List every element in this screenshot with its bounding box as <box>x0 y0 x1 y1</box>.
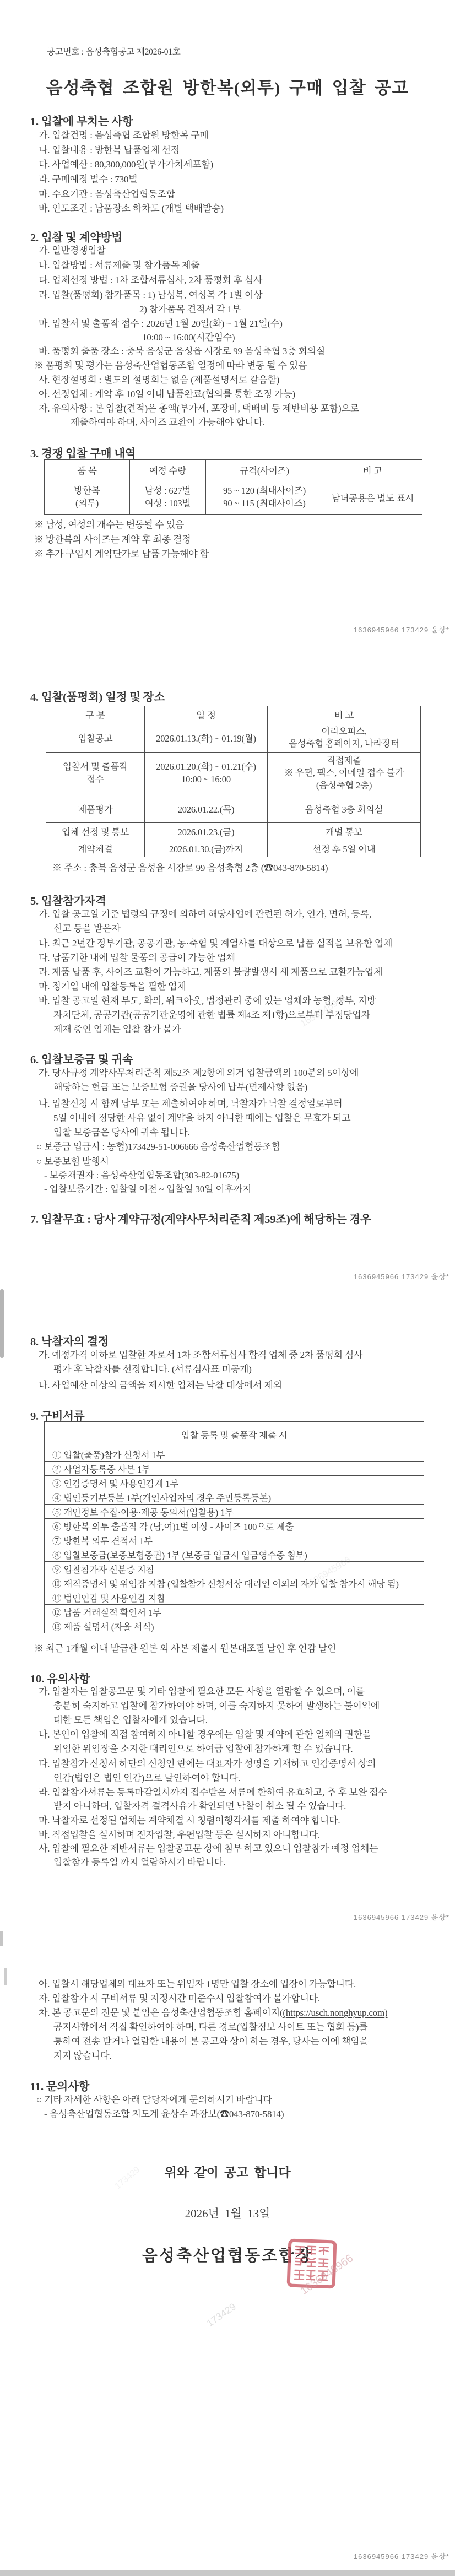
section-4-address: ※ 주소 : 충북 음성군 음성읍 시장로 99 음성축협 2층 (☎043-870-5814) <box>52 863 328 873</box>
section-10-line: 대한 모든 책임은 입찰자에게 있습니다. <box>53 1715 208 1725</box>
documents-table-title: 입찰 등록 및 출품작 제출 시 <box>45 1422 424 1447</box>
scan-watermark: 1636945966 <box>302 1554 353 1591</box>
cell-category: 업체 선정 및 통보 <box>46 823 145 840</box>
notice-number: 공고번호 : 음성축협공고 제2026-01호 <box>47 47 181 57</box>
section-2-item-cont: 10:00 ~ 16:00(시간엄수) <box>142 332 235 343</box>
section-8-line: 나. 사업예산 이상의 금액을 제시한 업체는 낙찰 대상에서 제외 <box>39 1380 282 1390</box>
table-row <box>46 823 421 840</box>
section-1-item: 다. 사업예산 : 80,300,000원(부가가치세포함) <box>39 159 214 170</box>
section-6-heading: 6. 입찰보증금 및 귀속 <box>30 1054 133 1066</box>
col-header-note: 비 고 <box>268 706 421 723</box>
section-10-line: 가. 입찰자는 입찰공고문 및 기타 입찰에 필요한 모든 사항을 열람할 수 있으며, 이를 <box>39 1686 365 1697</box>
table-header-row <box>45 1422 424 1447</box>
section-10-line: 자. 입찰참가 시 구비서류 및 지정시간 미준수시 입찰참여가 불가합니다. <box>39 1993 320 2004</box>
col-header-size: 규격(사이즈) <box>206 460 323 480</box>
fax-stamp: 1636945966 173429 윤상* <box>353 2552 449 2561</box>
col-header-schedule: 일 정 <box>145 706 268 723</box>
section-2-heading: 2. 입찰 및 계약방법 <box>30 232 122 244</box>
fax-stamp: 1636945966 173429 윤상* <box>353 626 449 634</box>
section-2-item-cont <box>71 417 265 428</box>
section-5-line: 마. 정기일 내에 입찰등록을 필한 업체 <box>39 981 186 992</box>
section-6-line: 5일 이내에 정당한 사유 없이 계약을 하지 아니한 때에는 입찰은 무효가 되고 <box>53 1113 351 1123</box>
section-5-line: 제재 중인 업체는 입찰 참가 불가 <box>53 1024 181 1035</box>
section-1-heading: 1. 입찰에 부치는 사항 <box>30 116 133 128</box>
section-5-line: 라. 제품 납품 후, 사이즈 교환이 가능하고, 제품의 불량발생시 새 제품으로 교환가능업체 <box>39 967 383 977</box>
section-6-line: 나. 입찰신청 시 함께 납부 또는 제출하여야 하며, 낙찰자가 낙찰 결정일로부터 <box>39 1098 343 1109</box>
cell-schedule: 2026.01.23.(금) <box>145 823 268 840</box>
table-row <box>46 840 421 857</box>
section-1-item: 바. 인도조건 : 납품장소 하차도 (개별 택배발송) <box>39 203 224 214</box>
section-10-line <box>39 2007 388 2018</box>
plain-text: 차. 본 공고문의 전문 및 붙임은 음성축산업협동조합 홈페이지( <box>39 2007 283 2018</box>
announcement-date: 2026년 1월 13일 <box>185 2207 270 2220</box>
section-5-line: 자치단체, 공공기관(공공기관운영에 관한 법률 제4조 제1항)으로부터 부정당업자 <box>53 1010 370 1020</box>
section-6-line: ○ 보증보험 발행시 <box>36 1156 109 1167</box>
document-item: ⑪ 법인인감 및 사용인감 지참 <box>45 1590 424 1605</box>
section-10-heading: 10. 유의사항 <box>30 1673 90 1685</box>
scan-bottom-strip <box>0 2570 455 2576</box>
cell-category: 입찰공고 <box>46 723 145 753</box>
cell-note: 음성축협 3층 회의실 <box>268 794 421 823</box>
section-10-line: 나. 본인이 입찰에 직접 참여하지 아니할 경우에는 입찰 및 계약에 관한 일체의 권한을 <box>39 1729 372 1740</box>
section-10-line: 받지 아니하며, 입찰자격 결격사유가 확인되면 낙찰이 취소 될 수 있습니다. <box>53 1801 346 1811</box>
section-9-note: ※ 최근 1개월 이내 발급한 원본 외 사본 제출시 원본대조필 날인 후 인감 날인 <box>34 1643 337 1654</box>
document-item: ⑥ 방한복 외투 출품작 각 (남,여)1벌 이상 - 사이즈 100으로 제출 <box>45 1519 424 1533</box>
section-11-line: - 음성축산업협동조합 지도계 윤상수 과장보(☎043-870-5814) <box>44 2109 284 2119</box>
table-row <box>46 794 421 823</box>
section-10-line: 위임한 위임장을 소지한 대리인으로 하여금 입찰에 참가하게 할 수 있습니다. <box>53 1744 353 1754</box>
section-8-heading: 8. 낙찰자의 결정 <box>30 1336 109 1348</box>
scan-edge-artifact <box>4 1968 7 1985</box>
underlined-text: 사이즈 교환이 가능해야 합니다. <box>139 417 265 427</box>
section-10-line: 아. 입찰시 해당업체의 대표자 또는 위임자 1명만 입찰 장소에 입장이 가능합니다. <box>39 1979 356 1989</box>
table-header-row <box>46 706 421 723</box>
section-6-line: ○ 보증금 입금시 : 농협)173429-51-006666 음성축산업협동조합 <box>36 1141 281 1152</box>
cell-size: 95 ~ 120 (최대사이즈) 90 ~ 115 (최대사이즈) <box>206 480 323 515</box>
section-5-line: 신고 등을 받은자 <box>53 923 121 934</box>
document-item: ⑧ 입찰보증금(보증보험증권) 1부 (보증금 입금시 입금영수증 첨부) <box>45 1547 424 1562</box>
section-6-line: - 보증채권자 : 음성축산업협동조합(303-82-01675) <box>44 1170 240 1181</box>
documents-table <box>44 1421 424 1633</box>
section-5-heading: 5. 입찰참가자격 <box>30 895 106 907</box>
closing-statement: 위와 같이 공고 합니다 <box>164 2166 291 2179</box>
section-7-heading: 7. 입찰무효 : 당사 계약규정(계약사무처리준칙 제59조)에 해당하는 경우 <box>30 1214 371 1226</box>
table-row <box>46 723 421 753</box>
section-1-item: 라. 구매예정 벌수 : 730벌 <box>39 174 138 185</box>
document-item: ⑩ 재직증명서 및 위임장 지참 (입찰참가 신청서상 대리인 이외의 자가 입찰 참가시 해당 됨) <box>45 1576 424 1590</box>
section-4-heading: 4. 입찰(품평회) 일정 및 장소 <box>30 691 165 703</box>
cell-category: 입찰서 및 출품작 접수 <box>46 753 145 794</box>
doc-title: 음성축협 조합원 방한복(외투) 구매 입찰 공고 <box>46 78 409 98</box>
scan-watermark: 173429 <box>113 2164 142 2191</box>
section-2-item: 아. 선정업체 : 계약 후 10일 이내 납품완료(협의를 통한 조정 가능) <box>39 389 295 399</box>
schedule-table <box>46 706 421 857</box>
section-10-line: 마. 낙찰자로 선정된 업체는 계약체결 시 청렴이행각서를 제출 하여야 합니다. <box>39 1815 340 1826</box>
procurement-table <box>44 459 422 515</box>
section-10-line: 바. 직접입찰을 실시하며 전자입찰, 우편입찰 등은 실시하지 아니합니다. <box>39 1830 320 1840</box>
table-header-row <box>45 460 422 480</box>
section-5-line: 나. 최근 2년간 정부기관, 공공기관, 농·축협 및 계열사를 대상으로 납품 실적을 보유한 업체 <box>39 938 393 949</box>
col-header-category: 구 분 <box>46 706 145 723</box>
cell-note: 직접제출 ※ 우편, 팩스, 이메일 접수 불가 (음성축협 2층) <box>268 753 421 794</box>
section-10-line: 입찰참가 등록일 까지 열람하시기 바랍니다. <box>53 1857 226 1868</box>
section-3-note: ※ 추가 구입시 계약단가로 납품 가능해야 함 <box>34 549 209 559</box>
section-10-line: 인감(법인은 법인 인감)으로 날인하여야 합니다. <box>53 1773 241 1783</box>
section-2-note: ※ 품평회 및 평가는 음성축산업협동조합 일정에 따라 변동 될 수 있음 <box>34 360 307 371</box>
homepage-url: (https://usch.nonghyup.com) <box>283 2007 388 2018</box>
plain-text: 제출하여야 하며, <box>71 417 140 427</box>
cell-schedule: 2026.01.30.(금)까지 <box>145 840 268 857</box>
section-9-heading: 9. 구비서류 <box>30 1410 85 1422</box>
section-2-item: 바. 품평회 출품 장소 : 충북 음성군 음성읍 시장로 99 음성축협 3층 회의실 <box>39 346 326 356</box>
section-1-item: 마. 수요기관 : 음성축산업협동조합 <box>39 189 175 199</box>
section-8-line: 가. 예정가격 이하로 입찰한 자로서 1차 조합서류심사 합격 업체 중 2차 품평회 심사 <box>39 1350 363 1360</box>
scan-watermark: 173429 <box>204 2301 239 2329</box>
section-2-item-cont: 2) 참가품목 견적서 각 1부 <box>139 304 241 315</box>
cell-category: 계약체결 <box>46 840 145 857</box>
table-row <box>46 753 421 794</box>
document-item: ⑨ 입찰참가자 신분증 지참 <box>45 1562 424 1576</box>
section-3-note: ※ 남성, 여성의 개수는 변동될 수 있음 <box>34 519 185 530</box>
cell-schedule: 2026.01.22.(목) <box>145 794 268 823</box>
section-6-line: - 입찰보증기간 : 입찰일 이전 ~ 입찰일 30일 이후까지 <box>44 1184 252 1194</box>
section-5-line: 가. 입찰 공고일 기준 법령의 규정에 의하여 해당사업에 관련된 허가, 인가, 면허, 등록, <box>39 909 372 919</box>
section-6-line: 해당하는 현금 또는 보증보험 증권을 당사에 납부(면제사항 없음) <box>53 1082 308 1092</box>
section-5-line: 바. 입찰 공고일 현재 부도, 화의, 워크아웃, 법정관리 중에 있는 업체와 농협, 정부, 지방 <box>39 995 376 1006</box>
col-header-item: 품 목 <box>45 460 130 480</box>
section-2-item: 가. 일반경쟁입찰 <box>39 245 106 256</box>
section-5-line: 다. 납품기한 내에 입찰 물품의 공급이 가능한 업체 <box>39 953 235 963</box>
section-10-line: 다. 입찰참가 신청서 하단의 신청인 란에는 대표자가 성명을 기재하고 인감증명서 상의 <box>39 1758 376 1769</box>
section-3-note: ※ 방한복의 사이즈는 계약 후 최종 결정 <box>34 534 191 545</box>
document-item: ⑦ 방한복 외투 견적서 1부 <box>45 1533 424 1547</box>
document-item: ⑫ 납품 거래실적 확인서 1부 <box>45 1605 424 1619</box>
section-2-item: 나. 입찰방법 : 서류제출 및 참가품목 제출 <box>39 260 200 270</box>
document-item: ① 입찰(출품)참가 신청서 1부 <box>45 1447 424 1462</box>
cell-qty: 남성 : 627벌 여성 : 103벌 <box>130 480 206 515</box>
cell-note: 이리오피스, 음성축협 홈페이지, 나라장터 <box>268 723 421 753</box>
section-10-line: 사. 입찰에 필요한 제반서류는 입찰공고문 상에 첨부 하고 있으니 입찰참가 예정 업체는 <box>39 1843 378 1854</box>
scan-edge-artifact <box>0 1931 3 1946</box>
document-item: ④ 법인등기부등본 1부(개인사업자의 경우 주민등록등본) <box>45 1490 424 1505</box>
cell-note: 개별 통보 <box>268 823 421 840</box>
scan-watermark: 1636945966 <box>298 2252 356 2298</box>
section-1-item: 나. 입찰내용 : 방한복 납품업체 선정 <box>39 145 180 155</box>
section-11-line: ○ 기타 자세한 사항은 아래 담당자에게 문의하시기 바랍니다 <box>36 2095 272 2105</box>
section-10-line: 라. 입찰참가서류는 등록마감일시까지 접수받은 서류에 한하여 유효하고, 추 후 보완 접수 <box>39 1787 387 1798</box>
fax-stamp: 1636945966 173429 윤상* <box>353 1273 449 1281</box>
col-header-qty: 예정 수량 <box>130 460 206 480</box>
section-1-item: 가. 입찰건명 : 음성축협 조합원 방한복 구매 <box>39 130 209 140</box>
section-3-heading: 3. 경쟁 입찰 구매 내역 <box>30 448 136 460</box>
cell-schedule: 2026.01.13.(화) ~ 01.19(월) <box>145 723 268 753</box>
table-row <box>45 480 422 515</box>
section-2-item: 라. 입찰(품평회) 참가품목 : 1) 남성복, 여성복 각 1벌 이상 <box>39 290 263 300</box>
scan-watermark: 1636945966 <box>298 992 349 1029</box>
section-6-line: 입찰 보증금은 당사에 귀속 됩니다. <box>53 1127 190 1138</box>
col-header-note: 비 고 <box>323 460 422 480</box>
cell-item: 방한복 (외투) <box>45 480 130 515</box>
cell-note: 선정 후 5일 이내 <box>268 840 421 857</box>
section-2-item: 사. 현장설명회 : 별도의 설명회는 없음 (제품설명서로 갈음함) <box>39 375 280 385</box>
document-item: ③ 인감증명서 및 사용인감계 1부 <box>45 1476 424 1490</box>
organization-name: 음성축산업협동조합장 <box>142 2247 313 2265</box>
section-10-line: 통하여 전송 받거나 열람한 내용이 본 공고와 상이 하는 경우, 당사는 이에 책임을 <box>53 2036 369 2047</box>
section-10-line: 충분히 숙지하고 입찰에 참가하여야 하며, 이를 숙지하지 못하여 발생하는 불이익에 <box>53 1701 380 1711</box>
section-2-item: 다. 업체선정 방법 : 1차 조합서류심사, 2차 품평회 후 심사 <box>39 275 263 285</box>
section-6-line: 가. 당사규정 계약사무처리준칙 제52조 제2항에 의거 입찰금액의 100분의 5이상에 <box>39 1068 359 1078</box>
document-item: ⑤ 개인정보 수집·이용·제공 동의서(입찰용) 1부 <box>45 1505 424 1519</box>
document-item: ⑬ 제품 설명서 (자율 서식) <box>45 1619 424 1633</box>
section-10-line: 공지사항에서 직접 확인하여야 하며, 다른 경로(입찰정보 사이트 또는 협회 등)를 <box>53 2022 368 2032</box>
section-8-line: 평가 후 낙찰자를 선정합니다. (서류심사표 미공개) <box>53 1364 252 1374</box>
section-10-line: 지지 않습니다. <box>53 2050 112 2061</box>
section-2-item: 자. 유의사항 : 본 입찰(견적)은 총액(부가세, 포장비, 택배비 등 제반비용 포함)으로 <box>39 403 359 414</box>
document-item: ② 사업자등록증 사본 1부 <box>45 1462 424 1476</box>
fax-stamp: 1636945966 173429 윤상* <box>353 1913 449 1922</box>
cell-schedule: 2026.01.20.(화) ~ 01.21(수) 10:00 ~ 16:00 <box>145 753 268 794</box>
cell-category: 제품평가 <box>46 794 145 823</box>
section-2-item: 마. 입찰서 및 출품작 접수 : 2026년 1월 20일(화) ~ 1월 21일(수) <box>39 318 283 329</box>
section-11-heading: 11. 문의사항 <box>30 2081 90 2093</box>
cell-note: 남녀공용은 별도 표시 <box>323 480 422 515</box>
scan-edge-artifact <box>0 1289 4 1358</box>
